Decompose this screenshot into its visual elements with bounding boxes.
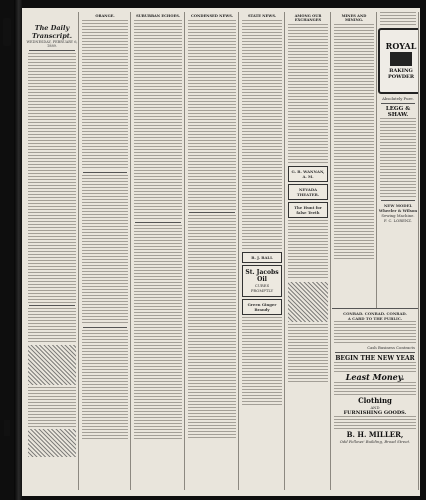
column-1 — [26, 12, 79, 490]
article-text — [288, 324, 328, 384]
column-heading: AMONG OUR EXCHANGES — [294, 14, 322, 22]
article-text — [82, 330, 128, 440]
ad-heading: B. J. BALL — [251, 255, 273, 260]
column-6 — [286, 12, 331, 490]
column-heading: STATE NEWS. — [247, 14, 277, 18]
ad-heading: B. H. MILLER, — [346, 430, 404, 439]
ad-heading: Green Ginger Brandy — [247, 302, 277, 312]
physician-ad — [288, 166, 328, 182]
jacobs-oil-ad — [242, 265, 282, 297]
ad-text — [380, 118, 416, 198]
article-text — [134, 225, 182, 440]
ad-heading: NEVADA THEATER. — [296, 187, 320, 197]
teeth-ad — [288, 202, 328, 218]
can-label-baking: BAKING — [389, 68, 413, 74]
ginger-brandy-ad — [242, 299, 282, 315]
column-heading: MINES AND MINING. — [341, 14, 367, 22]
signature-illustration — [28, 429, 76, 457]
article-text — [134, 20, 182, 220]
ad-heading: Wheeler & Wilson — [378, 208, 418, 213]
conrad-ad — [332, 308, 418, 493]
book-spine — [14, 0, 22, 500]
article-text — [188, 20, 236, 210]
article-text — [242, 20, 282, 250]
article-text — [28, 387, 76, 427]
column-heading: ORANGE. — [95, 14, 115, 18]
article-text — [82, 175, 128, 325]
ad-heading: FURNISHING GOODS. — [343, 410, 407, 416]
ad-heading: The Hunt for false Teeth — [294, 205, 322, 215]
column-2 — [80, 12, 131, 490]
can-label-powder: POWDER — [387, 74, 415, 80]
ad-heading: St. Jacobs Oil — [245, 269, 279, 283]
theatre-ad — [288, 184, 328, 200]
ad-heading: Least Money. — [345, 372, 405, 382]
ad-heading: G. B. WANNAN, A. M. — [291, 169, 325, 179]
article-text — [334, 24, 374, 259]
binding-clip — [4, 420, 10, 436]
ad-text — [334, 416, 416, 430]
ad-heading: CONRAD. CONRAD. CONRAD. — [343, 311, 407, 316]
advertisement — [242, 252, 282, 263]
column-4 — [186, 12, 239, 490]
article-text — [288, 24, 328, 164]
baking-powder-can — [378, 28, 419, 94]
column-heading: SUBURBAN ECHOES. — [136, 14, 180, 18]
tabular-listing — [288, 282, 328, 322]
ad-subtext: Sewing Machine. — [381, 213, 415, 218]
column-5 — [240, 12, 285, 490]
article-text — [28, 53, 76, 303]
binding-clip — [3, 18, 11, 46]
ad-subtext: Absolutely Pure. — [382, 96, 414, 101]
article-text — [188, 215, 236, 440]
can-label-royal: ROYAL — [385, 41, 417, 51]
ad-subtext: F. C. LORENZ. — [383, 218, 412, 223]
date-line: WEDNESDAY, FEBRUARY 6, 1889. — [26, 40, 78, 48]
article-text — [380, 12, 416, 26]
illustration — [28, 345, 76, 385]
ad-heading: LEGG & SHAW. — [385, 106, 411, 118]
ad-subheading: A CARD TO THE PUBLIC. — [347, 316, 403, 321]
ad-heading: BEGIN THE NEW YEAR — [335, 355, 415, 362]
ad-text — [334, 321, 416, 345]
article-text — [82, 20, 128, 170]
article-text — [28, 308, 76, 343]
ad-heading: NEW MODEL — [383, 203, 413, 208]
ad-subtext: AND — [370, 405, 380, 410]
ad-text — [334, 382, 416, 396]
ad-subtext: CURES PROMPTLY — [250, 283, 274, 293]
ad-heading: Clothing — [358, 396, 392, 405]
column-heading: CONDENSED NEWS. — [191, 14, 233, 18]
column-3 — [132, 12, 185, 490]
ad-subtext: Cash Business Contracts — [367, 345, 415, 350]
masthead-title: The Daily Transcript. — [31, 24, 73, 40]
newspaper-page — [22, 8, 420, 496]
article-text — [288, 220, 328, 280]
article-text — [242, 317, 282, 407]
ad-text — [334, 362, 416, 372]
ad-subtext: Odd Fellows' Building, Broad Street. — [339, 439, 411, 444]
